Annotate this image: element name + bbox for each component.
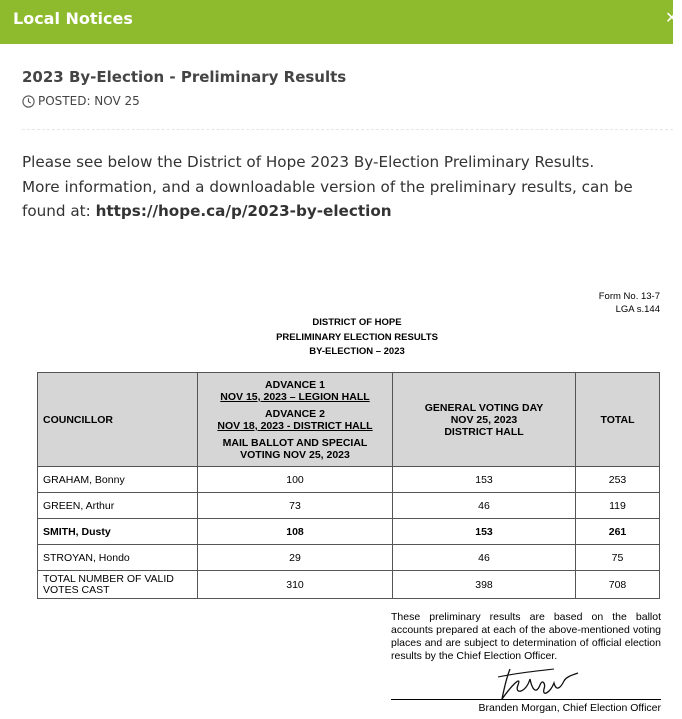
- cell-name: SMITH, Dusty: [38, 519, 198, 545]
- cell-general: 153: [393, 519, 576, 545]
- table-row-winner: [38, 519, 660, 545]
- cell-general: 398: [393, 571, 576, 599]
- signatory-name: Branden Morgan, Chief Election Officer: [478, 702, 661, 714]
- clock-icon: [22, 95, 35, 108]
- general-line1: GENERAL VOTING DAY: [424, 401, 544, 414]
- disclaimer-text: These preliminary results are based on the ballot accounts prepared at each of the above-mentioned voting places and are subject to determination of official election results by the Chief Election Officer.: [391, 611, 661, 662]
- form-number: [599, 290, 660, 316]
- results-document-image: [0, 285, 673, 719]
- signature-block: [391, 665, 661, 715]
- cell-general: 46: [393, 545, 576, 571]
- table-row: [38, 545, 660, 571]
- cell-total: 708: [576, 571, 660, 599]
- close-icon[interactable]: ✕: [665, 8, 679, 27]
- notice-body: [22, 150, 682, 224]
- cell-total-label: [38, 571, 198, 599]
- cell-advance: 100: [198, 467, 393, 493]
- total-label-line2: VOTES CAST: [43, 583, 110, 596]
- adv2-title: ADVANCE 2: [265, 408, 325, 420]
- col-header-total: TOTAL: [576, 373, 660, 467]
- posted-label: POSTED: NOV 25: [38, 94, 140, 108]
- signature-line: [391, 699, 661, 700]
- cell-name: STROYAN, Hondo: [38, 545, 198, 571]
- heading-line: BY-ELECTION – 2023: [309, 346, 405, 357]
- cell-name: GRAHAM, Bonny: [38, 467, 198, 493]
- table-row: [38, 493, 660, 519]
- cell-total: 75: [576, 545, 660, 571]
- document-heading: [232, 316, 482, 360]
- table-header-row: [38, 373, 660, 467]
- general-line3: DISTRICT HALL: [444, 425, 524, 438]
- general-line2: NOV 25, 2023: [450, 413, 518, 426]
- col-header-advance: [198, 373, 393, 467]
- form-no-label: Form No. 13-7: [598, 291, 660, 302]
- cell-advance: 73: [198, 493, 393, 519]
- cell-name: GREEN, Arthur: [38, 493, 198, 519]
- adv1-date: NOV 15, 2023 – LEGION HALL: [220, 391, 370, 403]
- table-row-totals: [38, 571, 660, 599]
- body-line: More information, and a downloadable version of the preliminary results, can be: [22, 177, 633, 196]
- cell-total: 261: [576, 519, 660, 545]
- header-title: Local Notices: [13, 9, 133, 28]
- notices-header: [0, 0, 679, 44]
- results-table: [37, 372, 660, 599]
- body-line: Please see below the District of Hope 2023 By-Election Preliminary Results.: [22, 153, 595, 171]
- mail-line2: VOTING NOV 25, 2023: [240, 449, 350, 461]
- cell-advance: 108: [198, 519, 393, 545]
- total-label-line1: TOTAL NUMBER OF VALID: [43, 572, 174, 585]
- adv1-title: ADVANCE 1: [265, 379, 325, 391]
- posted-date: [22, 93, 140, 109]
- body-prefix: found at:: [22, 202, 96, 220]
- heading-line: PRELIMINARY ELECTION RESULTS: [276, 331, 438, 343]
- cell-advance: 29: [198, 545, 393, 571]
- body-line: [22, 199, 682, 224]
- notice-title: 2023 By-Election - Preliminary Results: [22, 68, 347, 86]
- handwritten-signature: [496, 665, 586, 703]
- col-header-councillor: COUNCILLOR: [38, 373, 198, 467]
- results-link[interactable]: https://hope.ca/p/2023-by-election: [95, 202, 392, 220]
- cell-total: 119: [576, 493, 660, 519]
- table-row: [38, 467, 660, 493]
- lga-label: LGA s.144: [615, 304, 660, 315]
- col-header-general: [393, 373, 576, 467]
- cell-advance: 310: [198, 571, 393, 599]
- heading-line: DISTRICT OF HOPE: [312, 317, 402, 328]
- cell-general: 46: [393, 493, 576, 519]
- cell-general: 153: [393, 467, 576, 493]
- adv2-date: NOV 18, 2023 - DISTRICT HALL: [217, 420, 373, 432]
- mail-line1: MAIL BALLOT AND SPECIAL: [222, 437, 368, 449]
- divider: [22, 129, 673, 130]
- cell-total: 253: [576, 467, 660, 493]
